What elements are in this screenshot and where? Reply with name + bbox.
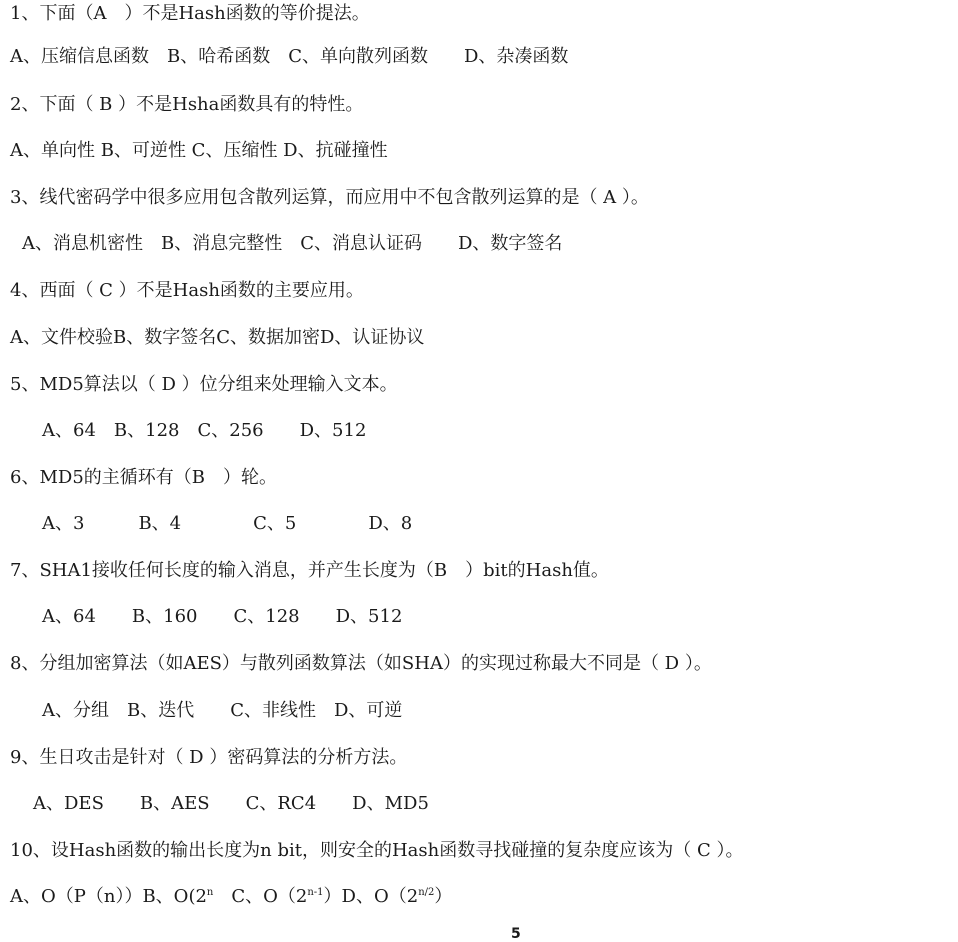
option-a-text: A、O（P（n））B、O(2	[10, 886, 207, 907]
exponent-n-half: n/2	[418, 887, 435, 898]
question-7: 7、SHA1接收任何长度的输入消息，并产生长度为（B ）bit的Hash值。	[10, 560, 609, 581]
question-5: 5、MD5算法以（ D ）位分组来处理输入文本。	[10, 374, 398, 395]
question-1: 1、下面（A ）不是Hash函数的等价提法。	[10, 3, 370, 24]
options-4: A、文件校验B、数字签名C、数据加密D、认证协议	[10, 327, 425, 348]
options-6: A、3 B、4 C、5 D、8	[42, 513, 413, 534]
question-9: 9、生日攻击是针对（ D ）密码算法的分析方法。	[10, 747, 408, 768]
options-10	[10, 884, 452, 910]
question-8: 8、分组加密算法（如AES）与散列函数算法（如SHA）的实现过称最大不同是（ D ）。	[10, 653, 712, 674]
options-9: A、DES B、AES C、RC4 D、MD5	[33, 793, 429, 814]
exponent-n: n	[206, 887, 214, 898]
option-close-text: ）	[434, 886, 453, 907]
page-number: 5	[511, 926, 521, 942]
question-10: 10、设Hash函数的输出长度为n bit，则安全的Hash函数寻找碰撞的复杂度应该为（ C ）。	[10, 840, 744, 861]
options-5: A、64 B、128 C、256 D、512	[42, 420, 367, 441]
question-4: 4、西面（ C ）不是Hash函数的主要应用。	[10, 280, 364, 301]
options-1: A、压缩信息函数 B、哈希函数 C、单向散列函数 D、杂凑函数	[10, 46, 569, 67]
options-2: A、单向性 B、可逆性 C、压缩性 D、抗碰撞性	[10, 140, 388, 161]
question-6: 6、MD5的主循环有（B ）轮。	[10, 467, 277, 488]
option-c-text: C、O（2	[231, 886, 308, 907]
question-2: 2、下面（ B ）不是Hsha函数具有的特性。	[10, 94, 364, 115]
options-8: A、分组 B、迭代 C、非线性 D、可逆	[42, 700, 403, 721]
options-7: A、64 B、160 C、128 D、512	[42, 606, 403, 627]
question-3: 3、线代密码学中很多应用包含散列运算，而应用中不包含散列运算的是（ A ）。	[10, 187, 649, 208]
exponent-n-minus-1: n-1	[307, 887, 324, 898]
option-d-text: ）D、O（2	[323, 886, 419, 907]
options-3: A、消息机密性 B、消息完整性 C、消息认证码 D、数字签名	[22, 233, 563, 254]
